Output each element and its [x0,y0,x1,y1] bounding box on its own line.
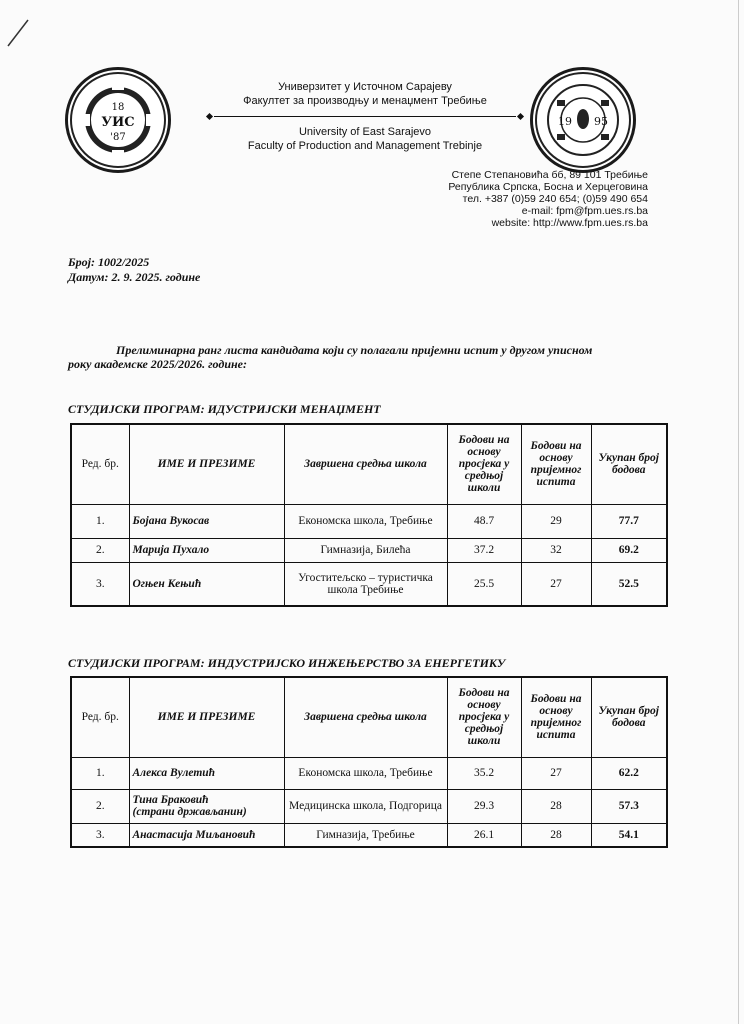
cell-grades: 35.2 [447,757,521,789]
cell-grades: 29.3 [447,789,521,823]
faculty-address [448,169,648,229]
document-number: Број: 1002/2025 [68,255,150,269]
col-rank: Ред. бр. [71,677,129,757]
intro-line-1: Прелиминарна ранг листа кандидата који су полагали пријемни испит у другом уписном [116,343,593,357]
col-exam-points: Бодови на основу пријемног испита [521,677,591,757]
cell-exam: 29 [521,504,591,538]
col-grades-points: Бодови на основу просјека у средњој школи [447,677,521,757]
intro-line-2: року академске 2025/2026. године: [68,357,247,371]
cell-school: Гимназија, Требиње [284,823,447,847]
cell-school: Медицинска школа, Подгорица [284,789,447,823]
table-row [71,538,667,562]
cell-school: Економска школа, Требиње [284,504,447,538]
col-grades-points: Бодови на основу просјека у средњој школи [447,424,521,504]
document-date: Датум: 2. 9. 2025. године [68,270,201,284]
address-street: Степе Степановића бб, 89 101 Требиње [451,169,648,181]
cell-rank: 3. [71,562,129,606]
cell-name: Огњен Кењић [129,562,284,606]
cell-rank: 2. [71,789,129,823]
program-title-1: СТУДИЈСКИ ПРОГРАМ: ИДУСТРИЈСКИ МЕНАЏМЕНТ [68,402,381,416]
cell-grades: 48.7 [447,504,521,538]
ranking-table-2 [70,676,668,848]
col-total: Укупан број бодова [591,424,667,504]
table-row [71,757,667,789]
cell-exam: 28 [521,823,591,847]
letterhead [205,80,525,153]
address-country: Република Српска, Босна и Херцеговина [448,181,648,193]
cell-total: 77.7 [591,504,667,538]
cell-rank: 2. [71,538,129,562]
col-total: Укупан број бодова [591,677,667,757]
name-note: (страни држављанин) [132,806,247,818]
university-name-sr: Универзитет у Источном Сарајеву [278,81,452,93]
table-row [71,504,667,538]
cell-total: 52.5 [591,562,667,606]
pen-stroke-mark [6,18,30,48]
seal-right-year-a: 19 [558,115,572,128]
table-row [71,789,667,823]
faculty-name-sr: Факултет за производњу и менаџмент Требиње [243,95,487,107]
cell-exam: 27 [521,562,591,606]
address-website: website: http://www.fpm.ues.rs.ba [491,217,648,229]
address-phone: тел. +387 (0)59 240 654; (0)59 490 654 [462,193,648,205]
col-name: ИМЕ И ПРЕЗИМЕ [129,677,284,757]
faculty-name-en: Faculty of Production and Management Trebinje [247,140,483,152]
university-name-en: University of East Sarajevo [298,126,432,138]
cell-name: Марија Пухало [129,538,284,562]
cell-total: 62.2 [591,757,667,789]
seal-year-a: 18 [111,102,125,113]
cell-name: Алекса Вулетић [129,757,284,789]
col-exam-points: Бодови на основу пријемног испита [521,424,591,504]
intro-paragraph [68,343,668,371]
cell-rank: 3. [71,823,129,847]
cell-total: 57.3 [591,789,667,823]
cell-grades: 25.5 [447,562,521,606]
table-row [71,562,667,606]
cell-exam: 28 [521,789,591,823]
cell-exam: 32 [521,538,591,562]
faculty-seal [530,67,636,173]
cell-grades: 37.2 [447,538,521,562]
letterhead-divider [205,114,525,119]
cell-total: 69.2 [591,538,667,562]
cell-rank: 1. [71,757,129,789]
cell-school: Угоститељско – туристичка школа Требиње [284,562,447,606]
table-header-row [71,424,667,504]
table-row [71,823,667,847]
col-school: Завршена средња школа [284,677,447,757]
col-school: Завршена средња школа [284,424,447,504]
seal-year-b: '87 [110,132,126,143]
ranking-table-1 [70,423,668,607]
cell-name: Анастасија Миљановић [129,823,284,847]
scan-edge [738,0,739,1024]
name-primary: Тина Браковић [132,794,209,806]
address-email: e-mail: fpm@fpm.ues.rs.ba [521,205,648,217]
cell-name: Бојана Вукосав [129,504,284,538]
university-seal [65,67,171,173]
seal-right-year-b: 95 [594,115,608,128]
col-rank: Ред. бр. [71,424,129,504]
col-name: ИМЕ И ПРЕЗИМЕ [129,424,284,504]
seal-abbr: УИС [101,115,135,130]
document-meta [68,255,200,285]
cell-exam: 27 [521,757,591,789]
cell-name [129,789,284,823]
cell-rank: 1. [71,504,129,538]
program-title-2: СТУДИЈСКИ ПРОГРАМ: ИНДУСТРИЈСКО ИНЖЕЊЕРСТВО ЗА ЕНЕРГЕТИКУ [68,656,506,670]
cell-grades: 26.1 [447,823,521,847]
cell-school: Економска школа, Требиње [284,757,447,789]
table-header-row [71,677,667,757]
cell-school: Гимназија, Билећа [284,538,447,562]
cell-total: 54.1 [591,823,667,847]
